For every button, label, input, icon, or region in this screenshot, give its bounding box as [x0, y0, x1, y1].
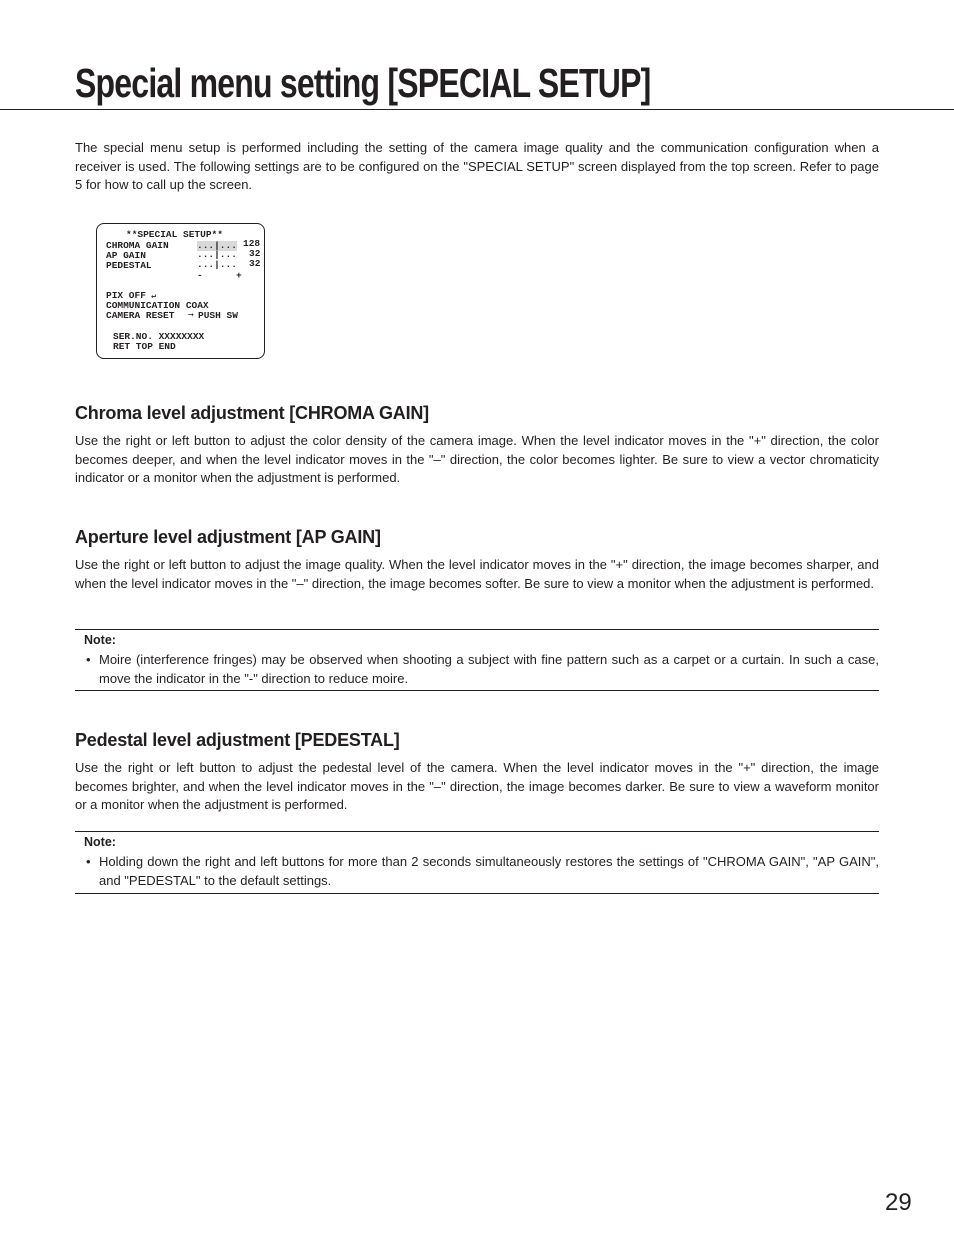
osd-row-value: 32 — [249, 248, 261, 259]
section-body-ap-gain: Use the right or left button to adjust the image quality. When the level indicator moves in the "+" direction, the image becomes sharper, and when the level indicator moves in the "–" direction, the image becomes softer. Be sure to view a monitor when the adjustment is performed. — [75, 557, 879, 591]
note-box — [75, 831, 879, 894]
osd-level-indicator: ...|... — [197, 240, 237, 251]
note-label: Note: — [84, 835, 116, 849]
note-text: Moire (interference fringes) may be observed when shooting a subject with fine pattern such as a carpet or a curtain. In such a case, move the indicator in the "-" direction to reduce moire. — [99, 652, 879, 686]
osd-row-label: PEDESTAL — [106, 260, 152, 271]
note-item — [86, 853, 879, 890]
page-title: Special menu setting [SPECIAL SETUP] — [75, 60, 651, 106]
section-body-pedestal: Use the right or left button to adjust the pedestal level of the camera. When the level indicator moves in the "+" direction, the image becomes brighter, and when the level indicator moves in the "–" direction, the image becomes darker. Be sure to view a waveform monitor or a monitor when the adjustment is performed. — [75, 760, 879, 812]
osd-camera-reset: CAMERA RESET — [106, 310, 175, 321]
section-body-chroma-gain: Use the right or left button to adjust the color density of the camera image. When the level indicator moves in the "+" direction, the color becomes deeper, and when the level indicator moves in the "–" direction, the color becomes lighter. Be sure to view a vector chromaticity indicator or a monitor when the adjustment is performed. — [75, 433, 879, 485]
osd-scale-plus: + — [236, 270, 242, 281]
title-rule — [0, 109, 954, 110]
section-heading-ap-gain: Aperture level adjustment [AP GAIN] — [75, 527, 381, 547]
intro-paragraph: The special menu setup is performed including the setting of the camera image quality and the communication configuration when a receiver is used. The following settings are to be configured on the "SPECIAL SETUP" screen displayed from the top screen. Refer to page 5 for how to call up the screen. — [75, 140, 879, 192]
osd-serial-number: SER.NO. XXXXXXXX — [113, 331, 205, 342]
section-heading-chroma-gain: Chroma level adjustment [CHROMA GAIN] — [75, 403, 429, 423]
note-item — [86, 651, 879, 688]
osd-communication: COMMUNICATION COAX — [106, 300, 209, 311]
osd-scale-minus: - — [197, 270, 203, 281]
bullet: • — [86, 854, 91, 869]
note-text: Holding down the right and left buttons for more than 2 seconds simultaneously restores the settings of "CHROMA GAIN", "AP GAIN", and "PEDESTAL" to the default settings. — [99, 854, 879, 888]
osd-push-sw: PUSH SW — [198, 310, 238, 321]
osd-level-indicator: ...|... — [197, 249, 237, 260]
page-number: 29 — [885, 1189, 912, 1216]
osd-title: **SPECIAL SETUP** — [126, 229, 223, 240]
osd-row-label: AP GAIN — [106, 250, 146, 261]
osd-navigation: RET TOP END — [113, 341, 176, 352]
osd-level-indicator: ...|... — [197, 259, 237, 270]
return-arrow-icon: ↵ — [151, 292, 156, 301]
osd-row-value: 128 — [243, 238, 261, 249]
special-setup-screen-illustration — [96, 223, 265, 359]
note-label: Note: — [84, 633, 116, 647]
note-box — [75, 629, 879, 691]
right-arrow-icon: ➞ — [188, 310, 194, 321]
osd-row-label: CHROMA GAIN — [106, 240, 169, 251]
osd-pix-off: PIX OFF — [106, 290, 146, 301]
section-heading-pedestal: Pedestal level adjustment [PEDESTAL] — [75, 730, 400, 750]
osd-row-value: 32 — [249, 258, 261, 269]
bullet: • — [86, 652, 91, 667]
